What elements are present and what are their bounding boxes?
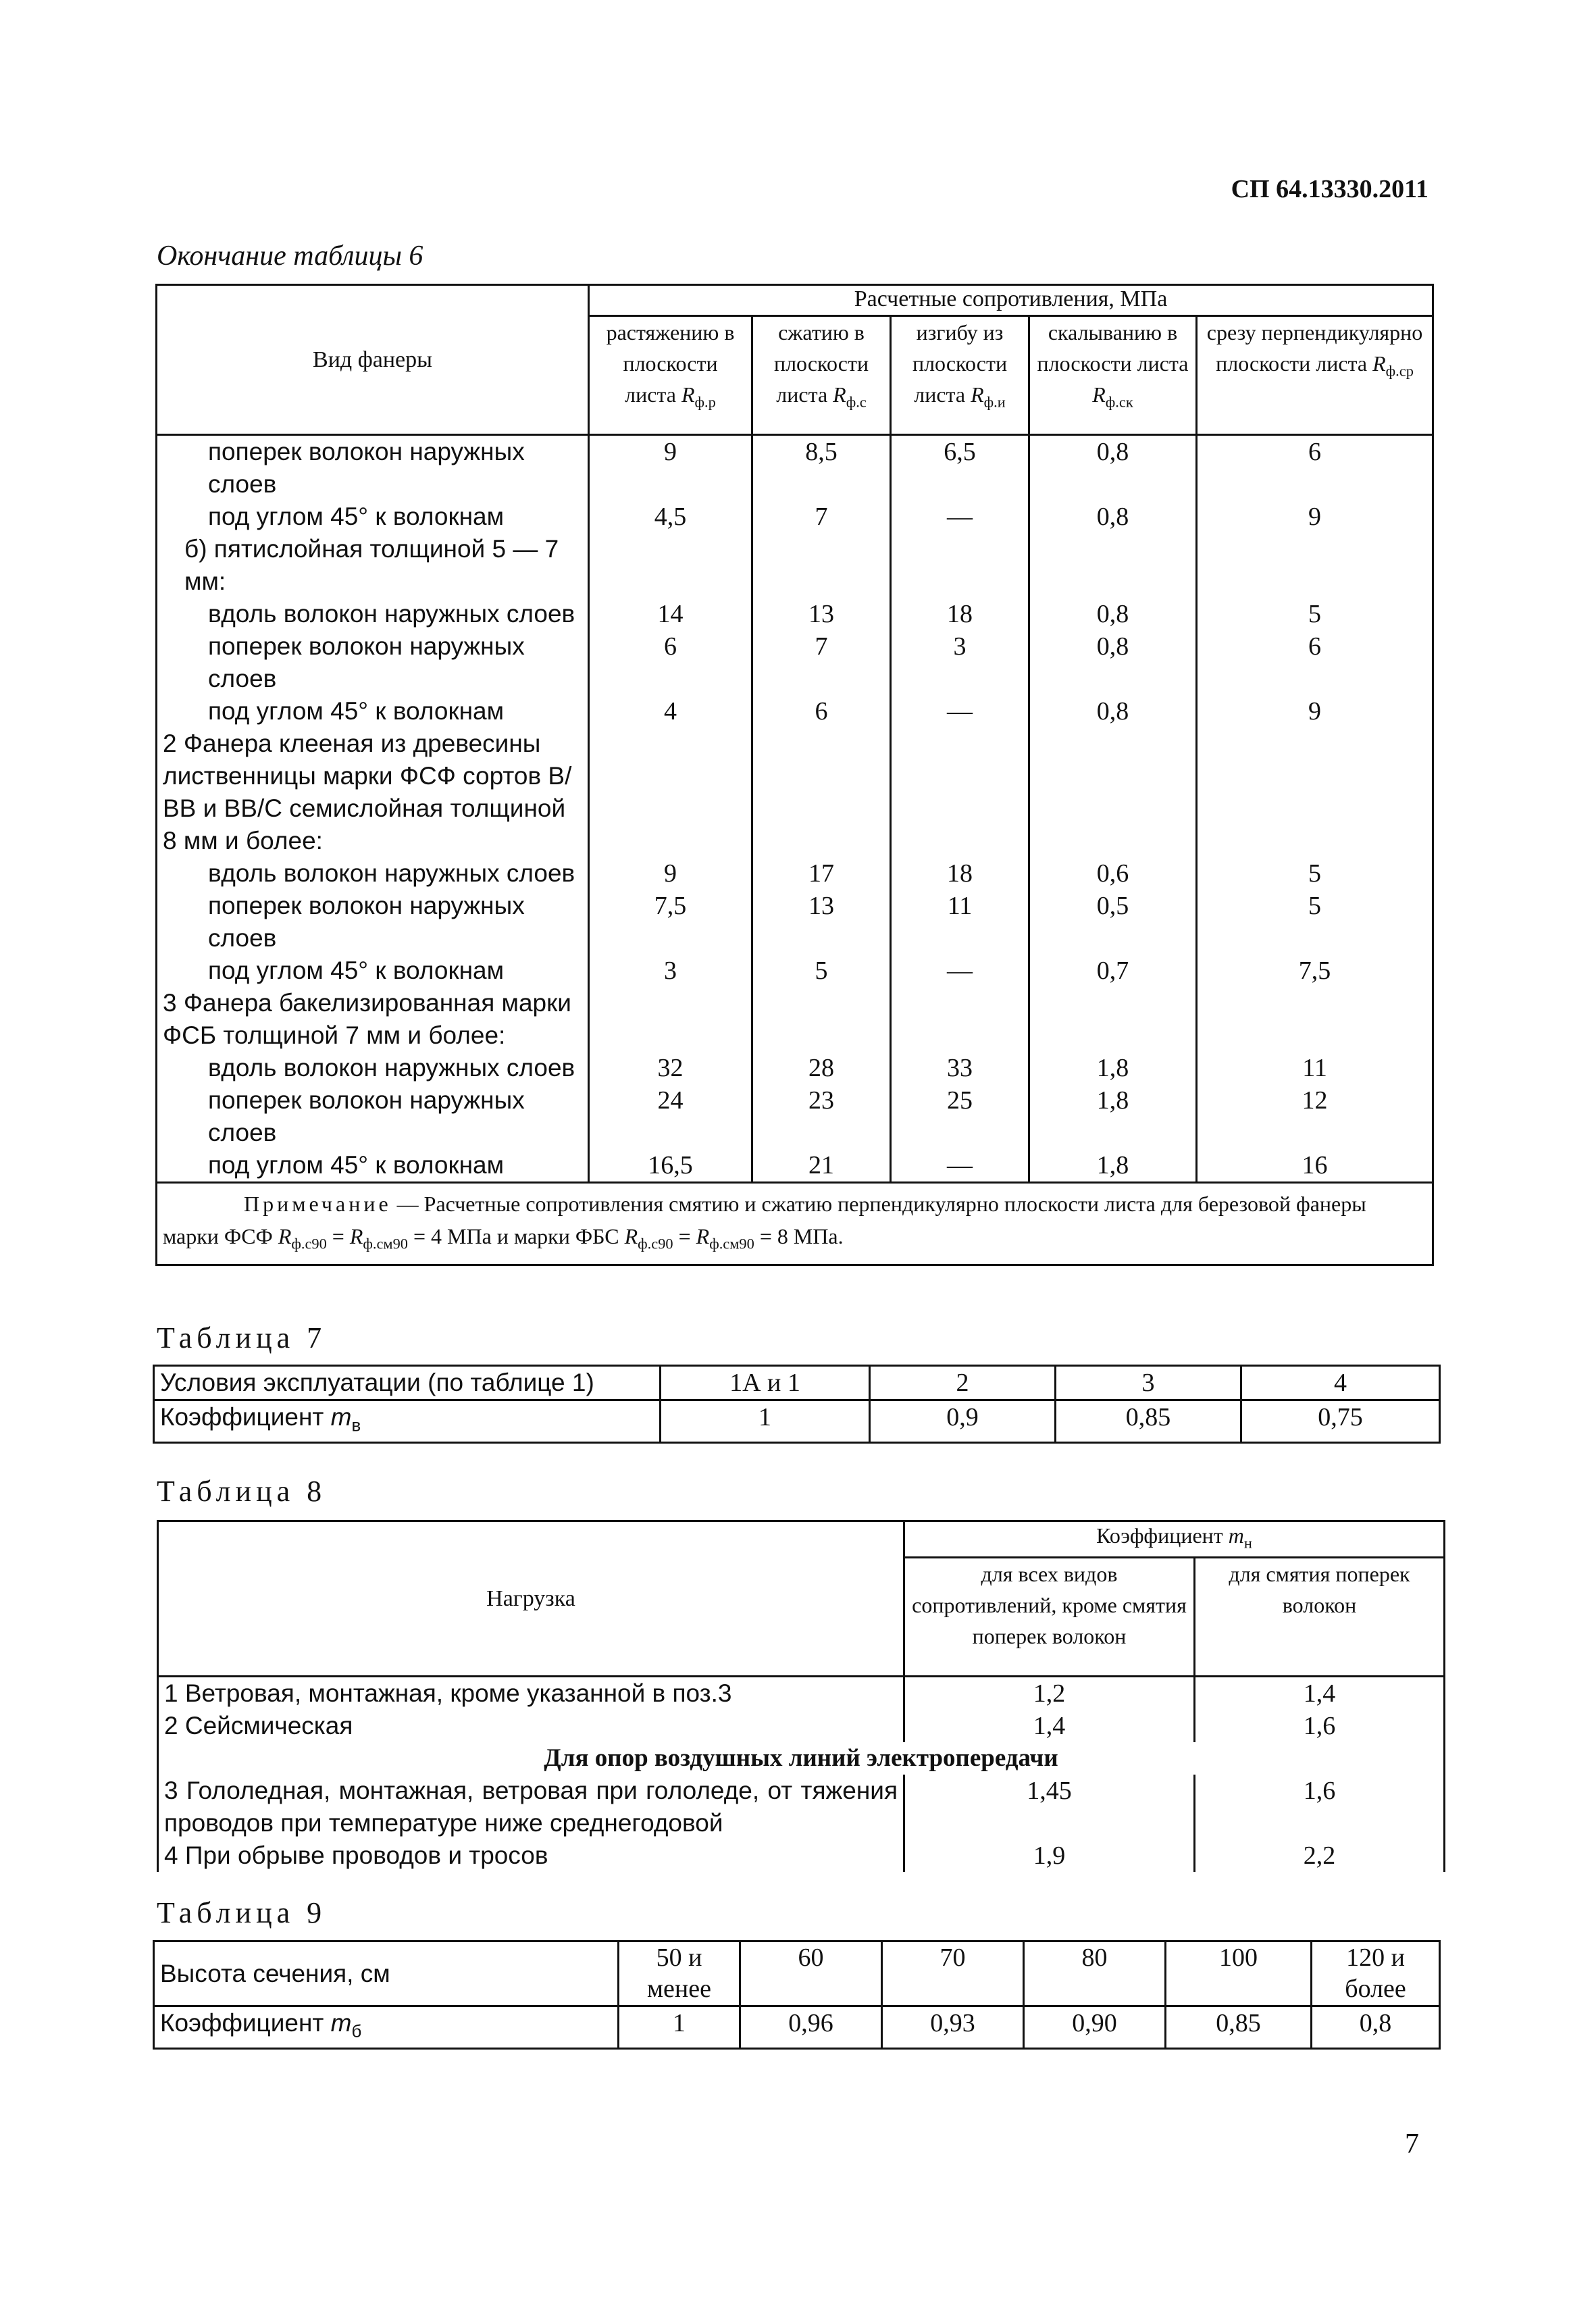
table-cell: 100 xyxy=(1166,1941,1312,2006)
table-cell: 17 xyxy=(752,857,891,890)
table-cell: 1,2 xyxy=(904,1677,1195,1710)
table8-col-a: для всех видов сопротивлений, кроме смятия поперек волокон xyxy=(904,1558,1195,1677)
table-cell: 7 xyxy=(752,630,891,695)
table7-title: Таблица 7 xyxy=(157,1321,327,1354)
table8 xyxy=(157,1520,1445,1872)
table8-group-header xyxy=(904,1521,1445,1558)
table-cell: 6 xyxy=(589,630,752,695)
row-label: 2 Сейсмическая xyxy=(158,1710,904,1742)
note-value: = 8 МПа. xyxy=(754,1224,844,1248)
table-cell: 7,5 xyxy=(589,890,752,955)
table-cell: 0,8 xyxy=(1029,598,1197,630)
table-cell: 32 xyxy=(589,1052,752,1084)
table-cell: 3 xyxy=(589,955,752,987)
table-cell: 1,6 xyxy=(1195,1710,1445,1742)
table6-group-header: Расчетные сопротивления, МПа xyxy=(589,285,1433,316)
table-cell: 1 xyxy=(661,1400,870,1443)
table-cell: 9 xyxy=(1197,695,1433,728)
group-label: Коэффициент xyxy=(1096,1523,1223,1548)
col-header-symbol: R xyxy=(1092,382,1106,407)
table-cell xyxy=(589,987,752,1052)
col-header-subscript: ф.с xyxy=(846,393,867,411)
table-cell xyxy=(1197,987,1433,1052)
note-subscript: ф.с90 xyxy=(638,1235,673,1252)
table-cell: 120 и более xyxy=(1312,1941,1440,2006)
table-cell: 33 xyxy=(891,1052,1029,1084)
note-equals: = xyxy=(673,1224,696,1248)
table-row xyxy=(157,1149,1433,1183)
table6-note xyxy=(157,1183,1433,1265)
row-label: под углом 45° к волокнам xyxy=(157,501,589,533)
col-header-subscript: ф.и xyxy=(983,393,1006,411)
table-cell: 0,7 xyxy=(1029,955,1197,987)
table-cell: 4 xyxy=(1241,1366,1440,1400)
table-cell: 1,4 xyxy=(904,1710,1195,1742)
table9-title: Таблица 9 xyxy=(157,1896,327,1929)
row-label: под углом 45° к волокнам xyxy=(157,1149,589,1183)
row-label: 3 Гололедная, монтажная, ветровая при гололеде, от тяжения проводов при температуре ниже среднегодовой xyxy=(158,1775,904,1839)
table-cell xyxy=(589,728,752,857)
col-header-text: изгибу из плоскости листа xyxy=(912,320,1008,407)
table-cell: 6,5 xyxy=(891,435,1029,501)
table9 xyxy=(153,1940,1441,2050)
note-symbol: R xyxy=(696,1224,710,1248)
row2-label-text: Коэффициент xyxy=(160,2009,324,2037)
table-cell: 28 xyxy=(752,1052,891,1084)
table-cell: 1,8 xyxy=(1029,1149,1197,1183)
table-cell: 11 xyxy=(1197,1052,1433,1084)
table-row xyxy=(158,1839,1445,1872)
row-label: вдоль волокон наружных слоев xyxy=(157,1052,589,1084)
table-cell: 25 xyxy=(891,1084,1029,1149)
table-cell: 3 xyxy=(891,630,1029,695)
table-cell: — xyxy=(891,1149,1029,1183)
table-cell xyxy=(891,728,1029,857)
table-row xyxy=(157,890,1433,955)
table-cell: 6 xyxy=(752,695,891,728)
table7-row1-label: Условия эксплуатации (по таблице 1) xyxy=(154,1366,661,1400)
row-label: 4 При обрыве проводов и тросов xyxy=(158,1839,904,1872)
row2-symbol: m xyxy=(330,2009,352,2037)
row2-symbol: m xyxy=(330,1403,352,1431)
table-cell: 2,2 xyxy=(1195,1839,1445,1872)
table-cell xyxy=(752,987,891,1052)
col-header-symbol: R xyxy=(681,382,695,407)
table-cell: 1,4 xyxy=(1195,1677,1445,1710)
table-row xyxy=(157,695,1433,728)
table8-col-b: для смятия поперек волокон xyxy=(1195,1558,1445,1677)
group-subscript: н xyxy=(1243,1534,1252,1552)
table-cell: 2 xyxy=(870,1366,1056,1400)
table-cell: 9 xyxy=(589,435,752,501)
table-row xyxy=(157,501,1433,533)
row-label: б) пятислойная толщиной 5 — 7 мм: xyxy=(157,533,589,598)
table-cell: 0,85 xyxy=(1056,1400,1241,1443)
table-cell: 13 xyxy=(752,598,891,630)
table-cell: 0,8 xyxy=(1029,630,1197,695)
note-symbol: R xyxy=(349,1224,363,1248)
table-cell: — xyxy=(891,695,1029,728)
col-header-text: растяжению в плоскости листа xyxy=(606,320,735,407)
table-row xyxy=(157,630,1433,695)
note-symbol: R xyxy=(278,1224,292,1248)
table-cell xyxy=(589,533,752,598)
table8-title: Таблица 8 xyxy=(157,1475,327,1508)
note-equals: = xyxy=(326,1224,350,1248)
table6-col-header xyxy=(752,316,891,435)
table-cell: 0,85 xyxy=(1166,2006,1312,2049)
group-symbol: m xyxy=(1228,1523,1244,1548)
table-cell xyxy=(1029,987,1197,1052)
table-row xyxy=(157,533,1433,598)
table-cell: 16 xyxy=(1197,1149,1433,1183)
row-label: поперек волокон наружных слоев xyxy=(157,435,589,501)
table-cell: 0,8 xyxy=(1312,2006,1440,2049)
table-cell: — xyxy=(891,955,1029,987)
col-header-subscript: ф.ск xyxy=(1105,393,1133,411)
document-code: СП 64.13330.2011 xyxy=(1231,175,1428,203)
table-cell: 21 xyxy=(752,1149,891,1183)
table6-col-header xyxy=(1029,316,1197,435)
table-row xyxy=(157,1084,1433,1149)
table-cell: 7 xyxy=(752,501,891,533)
note-text: — Расчетные сопротивления смятию и сжатию перпендикулярно плоскости листа для березовой фанеры марки ФСФ xyxy=(163,1192,1366,1248)
note-symbol: R xyxy=(624,1224,638,1248)
table-cell: 16,5 xyxy=(589,1149,752,1183)
table-cell: — xyxy=(891,501,1029,533)
table-cell: 4,5 xyxy=(589,501,752,533)
table-cell: 23 xyxy=(752,1084,891,1149)
table-cell: 18 xyxy=(891,857,1029,890)
table-cell xyxy=(1197,728,1433,857)
table-cell: 1А и 1 xyxy=(661,1366,870,1400)
table-cell xyxy=(891,533,1029,598)
table6-col-kind: Вид фанеры xyxy=(157,285,589,435)
table-cell: 5 xyxy=(752,955,891,987)
table-cell: 1,8 xyxy=(1029,1084,1197,1149)
table-cell: 9 xyxy=(1197,501,1433,533)
table-cell: 11 xyxy=(891,890,1029,955)
row-label: 1 Ветровая, монтажная, кроме указанной в поз.3 xyxy=(158,1677,904,1710)
note-subscript: ф.с90 xyxy=(291,1235,327,1252)
table-cell: 13 xyxy=(752,890,891,955)
table-cell: 0,6 xyxy=(1029,857,1197,890)
table-cell: 9 xyxy=(589,857,752,890)
note-subscript: ф.см90 xyxy=(363,1235,408,1252)
table6-col-header xyxy=(1197,316,1433,435)
row2-label-text: Коэффициент xyxy=(160,1403,324,1431)
table-cell: 6 xyxy=(1197,630,1433,695)
table-cell: 0,93 xyxy=(882,2006,1024,2049)
table7-row2-label xyxy=(154,1400,661,1443)
section-row xyxy=(158,1742,1445,1775)
table-cell: 50 и менее xyxy=(619,1941,740,2006)
col-header-text: срезу перпендикулярно плоскости листа xyxy=(1206,320,1423,376)
table-cell: 0,8 xyxy=(1029,501,1197,533)
table-cell: 5 xyxy=(1197,598,1433,630)
row-label: под углом 45° к волокнам xyxy=(157,695,589,728)
table-cell: 1,6 xyxy=(1195,1775,1445,1839)
table-row xyxy=(158,1710,1445,1742)
row-label: вдоль волокон наружных слоев xyxy=(157,598,589,630)
table6-col-header xyxy=(891,316,1029,435)
table-cell: 6 xyxy=(1197,435,1433,501)
table7 xyxy=(153,1365,1441,1444)
table-cell: 80 xyxy=(1024,1941,1166,2006)
table-cell: 14 xyxy=(589,598,752,630)
table-row xyxy=(157,598,1433,630)
table-cell: 0,9 xyxy=(870,1400,1056,1443)
col-header-symbol: R xyxy=(833,382,846,407)
row2-subscript: в xyxy=(351,1416,361,1435)
table-cell: 8,5 xyxy=(752,435,891,501)
table-row xyxy=(157,955,1433,987)
table-cell: 60 xyxy=(740,1941,882,2006)
table6-col-header xyxy=(589,316,752,435)
table-cell: 5 xyxy=(1197,857,1433,890)
table-cell: 0,5 xyxy=(1029,890,1197,955)
table6-caption: Окончание таблицы 6 xyxy=(157,240,423,272)
table-cell xyxy=(1029,728,1197,857)
table-cell: 0,75 xyxy=(1241,1400,1440,1443)
page-number: 7 xyxy=(1405,2129,1419,2160)
table-cell xyxy=(1029,533,1197,598)
table-row xyxy=(158,1775,1445,1839)
table9-row1-label: Высота сечения, см xyxy=(154,1941,619,2006)
table-row xyxy=(157,987,1433,1052)
note-subscript: ф.см90 xyxy=(709,1235,754,1252)
note-lead: Примечание xyxy=(244,1192,392,1216)
table-cell: 1,45 xyxy=(904,1775,1195,1839)
row-label: поперек волокон наружных слоев xyxy=(157,630,589,695)
table-cell: 3 xyxy=(1056,1366,1241,1400)
table-row xyxy=(157,728,1433,857)
table-cell xyxy=(752,728,891,857)
row-label: вдоль волокон наружных слоев xyxy=(157,857,589,890)
col-header-text: скалыванию в плоскости листа xyxy=(1037,320,1189,376)
col-header-subscript: ф.р xyxy=(694,393,716,411)
row-label: 2 Фанера клееная из древесины лиственницы марки ФСФ сортов В/ВВ и ВВ/С семислойная толщиной 8 мм и более: xyxy=(157,728,589,857)
table-cell xyxy=(752,533,891,598)
row-label: поперек волокон наружных слоев xyxy=(157,890,589,955)
table-cell: 0,96 xyxy=(740,2006,882,2049)
row-label: под углом 45° к волокнам xyxy=(157,955,589,987)
table-cell: 0,8 xyxy=(1029,695,1197,728)
table-row xyxy=(157,857,1433,890)
table-cell: 12 xyxy=(1197,1084,1433,1149)
table-cell: 70 xyxy=(882,1941,1024,2006)
col-header-subscript: ф.ср xyxy=(1385,362,1414,380)
table-cell: 0,8 xyxy=(1029,435,1197,501)
row-label: поперек волокон наружных слоев xyxy=(157,1084,589,1149)
table-cell xyxy=(1197,533,1433,598)
table8-col-load: Нагрузка xyxy=(158,1521,904,1677)
note-value: = 4 МПа и марки ФБС xyxy=(408,1224,625,1248)
table-cell: 1,8 xyxy=(1029,1052,1197,1084)
table6 xyxy=(155,284,1434,1266)
row2-subscript: б xyxy=(351,2022,362,2041)
table-row xyxy=(157,1052,1433,1084)
col-header-text: сжатию в плоскости листа xyxy=(773,320,869,407)
table-cell: 0,90 xyxy=(1024,2006,1166,2049)
table9-row2-label xyxy=(154,2006,619,2049)
table-cell: 4 xyxy=(589,695,752,728)
table-cell: 18 xyxy=(891,598,1029,630)
col-header-symbol: R xyxy=(1372,351,1386,376)
row-label: 3 Фанера бакелизированная марки ФСБ толщиной 7 мм и более: xyxy=(157,987,589,1052)
section-heading: Для опор воздушных линий электропередачи xyxy=(158,1742,1445,1775)
table-cell: 1 xyxy=(619,2006,740,2049)
col-header-symbol: R xyxy=(971,382,984,407)
table-row xyxy=(158,1677,1445,1710)
table-row xyxy=(157,435,1433,501)
table-cell: 5 xyxy=(1197,890,1433,955)
table-cell xyxy=(891,987,1029,1052)
table-cell: 24 xyxy=(589,1084,752,1149)
table-cell: 7,5 xyxy=(1197,955,1433,987)
table-cell: 1,9 xyxy=(904,1839,1195,1872)
